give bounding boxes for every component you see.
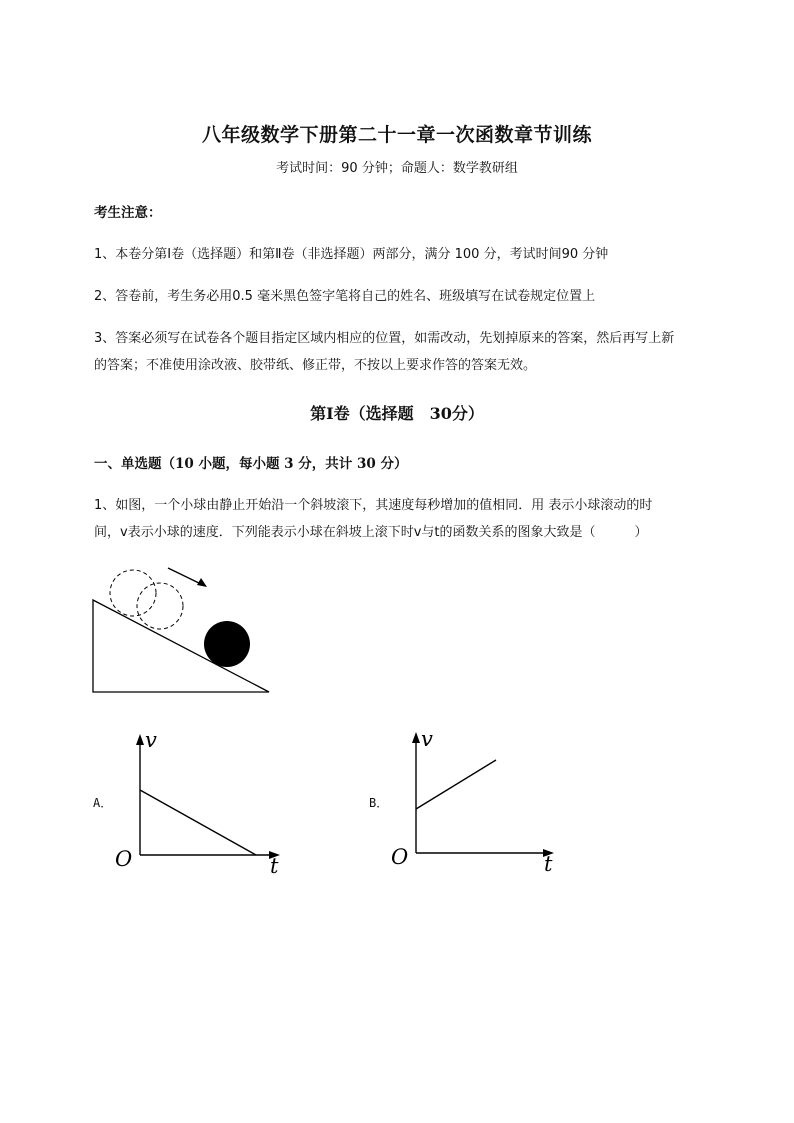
- section-title: 第Ⅰ卷（选择题 30分）: [310, 404, 484, 423]
- option-b-axis-t: t: [544, 852, 553, 876]
- notice-item-2: 2、答卷前，考生务必用0.5 毫米黑色签字笔将自己的姓名、班级填写在试卷规定位置上: [94, 289, 596, 304]
- notice-heading: 考生注意：: [94, 205, 162, 221]
- question-text-line-1: 1、如图，一个小球由静止开始沿一个斜坡滚下，其速度每秒增加的值相同．用 表示小球滚动的时: [94, 498, 653, 513]
- option-b-axis-v: v: [421, 727, 433, 751]
- option-b-origin: O: [391, 845, 409, 869]
- exam-info: 考试时间：90 分钟；命题人：数学教研组: [276, 161, 518, 176]
- option-b-line: [416, 760, 496, 809]
- option-a-axis-t: t: [270, 854, 279, 878]
- question-text-line-2: 间，v表示小球的速度．下列能表示小球在斜坡上滚下时v与t的函数关系的图象大致是（ ）: [94, 525, 648, 540]
- arrow-up-icon: [412, 732, 420, 743]
- option-b-label: B．: [369, 796, 389, 810]
- notice-item-3-cont: 的答案；不准使用涂改液、胶带纸、修正带，不按以上要求作答的答案无效。: [94, 358, 537, 373]
- option-a-origin: O: [115, 847, 133, 871]
- part-heading: 一、单选题（10 小题，每小题 3 分，共计 30 分）: [94, 456, 408, 472]
- page-title: 八年级数学下册第二十一章一次函数章节训练: [201, 124, 592, 146]
- option-a-label: A．: [93, 796, 113, 810]
- option-a-axis-v: v: [145, 728, 157, 752]
- notice-item-1: 1、本卷分第Ⅰ卷（选择题）和第Ⅱ卷（非选择题）两部分，满分 100 分，考试时间90 分钟: [94, 247, 609, 262]
- notice-item-3: 3、答案必须写在试卷各个题目指定区域内相应的位置，如需改动，先划掉原来的答案，然后再写上新: [94, 331, 675, 346]
